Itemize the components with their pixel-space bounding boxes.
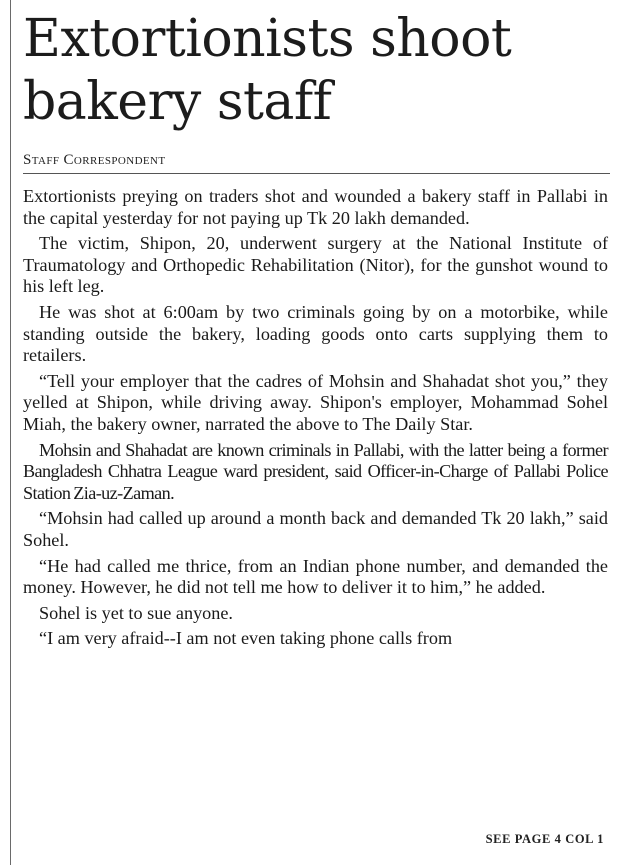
paragraph: “Mohsin had called up around a month back and demanded Tk 20 lakh,” said Sohel. (23, 508, 608, 550)
paragraph: “He had called me thrice, from an Indian phone number, and demanded the money. However, he did not tell me how to deliver it to him,” he added. (23, 555, 608, 598)
paragraph: The victim, Shipon, 20, underwent surgery at the National Institute of Traumatology and Orthopedic Rehabilitation (Nitor), for the gunshot wound to his left leg. (23, 233, 608, 297)
article-column (10, 0, 614, 865)
continuation-line[interactable]: SEE PAGE 4 COL 1 (485, 832, 604, 846)
paragraph: “I am very afraid--I am not even taking phone calls from (39, 628, 453, 649)
headline: Extortionists shoot bakery staff (23, 9, 512, 132)
paragraph: Extortionists preying on traders shot and wounded a bakery staff in Pallabi in the capital yesterday for not paying up Tk 20 lakh demanded. (23, 186, 608, 228)
paragraph: Sohel is yet to sue anyone. (39, 602, 233, 623)
paragraph: He was shot at 6:00am by two criminals going by on a motorbike, while standing outside the bakery, loading goods onto carts supplying them to retailers. (23, 301, 608, 366)
article-body (23, 186, 608, 650)
paragraph: Mohsin and Shahadat are known criminals in Pallabi, with the latter being a former Bangladesh Chhatra League ward president, said Officer-in-Charge of Pallabi Police Station Zia-uz-Zaman. (23, 439, 608, 503)
byline: Staff Correspondent (23, 152, 610, 174)
paragraph: “Tell your employer that the cadres of Mohsin and Shahadat shot you,” they yelled at Shipon, while driving away. Shipon's employer, Mohammad Sohel Miah, the bakery owner, narrated the above to The Daily Star. (23, 370, 608, 434)
